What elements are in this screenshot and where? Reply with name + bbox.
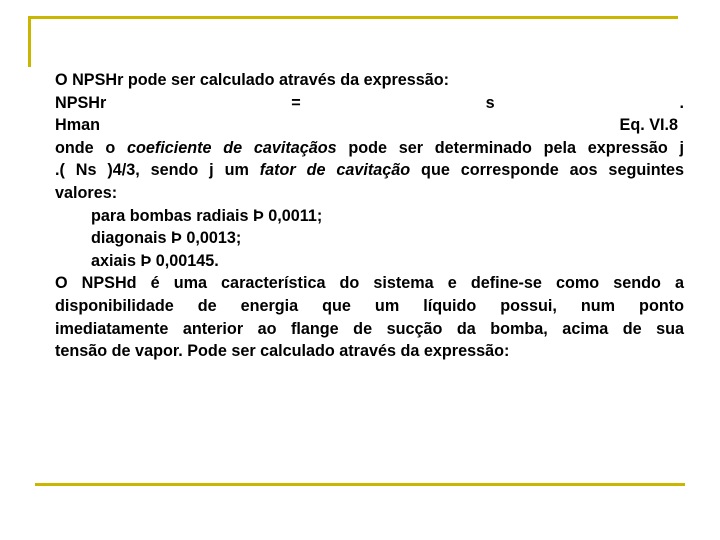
paragraph-line-2 [55, 159, 684, 182]
left-decorative-rule [28, 16, 31, 67]
intro-line: O NPSHr pode ser calculado através da expressão: [55, 71, 450, 89]
npshd-line-4: tensão de vapor. Pode ser calculado através da expressão: [55, 342, 510, 361]
paragraph-line-3: valores: [55, 183, 118, 202]
slide-body [55, 69, 684, 363]
formula-equals: = [291, 93, 301, 112]
text-run: onde o [55, 138, 127, 157]
formula-npshr: NPSHr [55, 93, 107, 112]
equation-number: Eq. VI.8 [619, 116, 678, 135]
formula-dot: . [679, 93, 684, 112]
list-item-radial: para bombas radiais Þ 0,0011; [91, 206, 323, 225]
text-run: .( Ns )4/3, sendo j um [55, 161, 260, 180]
paragraph-line-1 [55, 137, 684, 160]
text-run: pode ser determinado pela expressão j [336, 138, 684, 157]
formula-line [55, 92, 684, 115]
formula-denominator-line [55, 114, 684, 137]
top-decorative-rule [28, 16, 678, 19]
npshd-line-1: O NPSHd é uma característica do sistema e define-se como sendo a [55, 274, 684, 293]
npshd-line-3: imediatamente anterior ao flange de sucção da bomba, acima de sua [55, 319, 684, 338]
italic-term-cavitation-factor: fator de cavitação [259, 161, 411, 180]
bottom-decorative-rule [35, 483, 685, 486]
list-item-axial: axiais Þ 0,00145. [91, 251, 219, 270]
npshd-line-2: disponibilidade de energia que um líquido possui, num ponto [55, 296, 684, 315]
formula-sigma: s [485, 93, 495, 112]
formula-hman: Hman [55, 116, 100, 135]
italic-term-cavitation-coefficient: coeficiente de cavitaçãos [126, 138, 337, 157]
list-item-diagonal: diagonais Þ 0,0013; [91, 229, 242, 248]
text-run: que corresponde aos seguintes [410, 161, 684, 180]
